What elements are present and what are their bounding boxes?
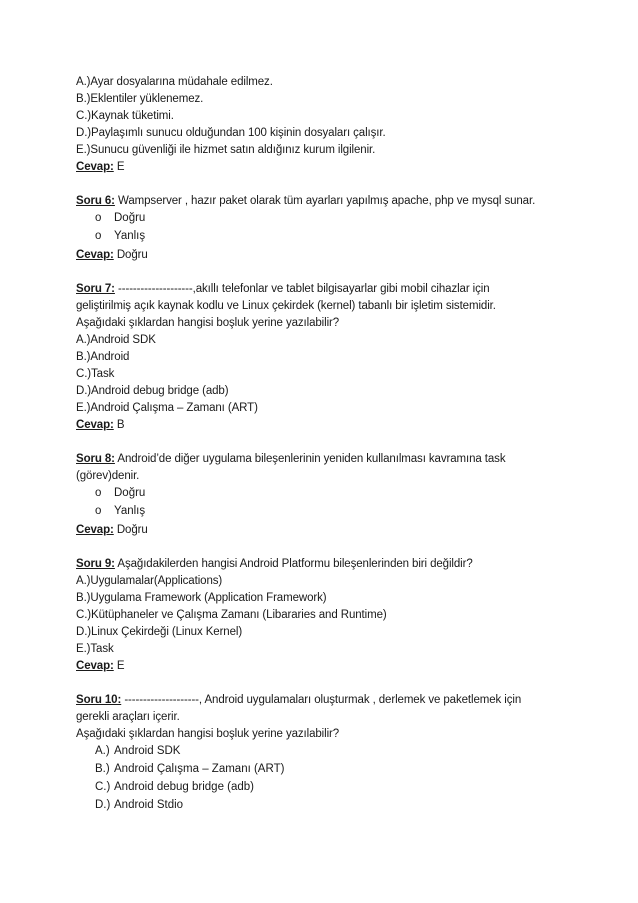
question-text: Aşağıdakilerden hangisi Android Platformu bileşenlerinden biri değildir? <box>114 558 473 570</box>
question-label: Soru 8: <box>76 453 115 465</box>
q7-option-d: D.)Android debug bridge (adb) <box>76 385 229 397</box>
q8-question-line2: (görev)denir. <box>76 470 140 482</box>
answer-value: E <box>113 660 125 672</box>
q10-option-a: Android SDK <box>114 745 181 757</box>
q10-option-b: Android Çalışma – Zamanı (ART) <box>114 763 285 775</box>
q5-option-c: C.)Kaynak tüketimi. <box>76 110 174 122</box>
q7-question <box>76 281 490 297</box>
q7-question-line2: geliştirilmiş açık kaynak kodlu ve Linux çekirdek (kernel) tabanlı bir işletim sistemidir. <box>76 300 496 312</box>
q9-option-b: B.)Uygulama Framework (Application Framework) <box>76 592 327 604</box>
q7-option-e: E.)Android Çalışma – Zamanı (ART) <box>76 402 258 414</box>
q7-option-a: A.)Android SDK <box>76 334 156 346</box>
question-text: --------------------, Android uygulamaları oluşturmak , derlemek ve paketlemek için <box>121 694 522 706</box>
question-text: Wampserver , hazır paket olarak tüm ayarları yapılmış apache, php ve mysql sunar. <box>114 195 536 207</box>
q10-option-letter-d: D.) <box>95 799 111 811</box>
answer-value: Doğru <box>113 524 148 536</box>
q7-option-b: B.)Android <box>76 351 130 363</box>
q10-question <box>76 692 521 708</box>
answer-label: Cevap: <box>76 161 114 173</box>
q8-answer <box>76 522 148 538</box>
q10-question-line2: gerekli araçları içerir. <box>76 711 180 723</box>
q5-option-e: E.)Sunucu güvenliği ile hizmet satın aldığınız kurum ilgilenir. <box>76 144 376 156</box>
q6-answer <box>76 247 148 263</box>
answer-label: Cevap: <box>76 524 114 536</box>
q9-option-d: D.)Linux Çekirdeği (Linux Kernel) <box>76 626 243 638</box>
q10-option-letter-a: A.) <box>95 745 110 757</box>
question-label: Soru 7: <box>76 283 115 295</box>
q5-option-a: A.)Ayar dosyalarına müdahale edilmez. <box>76 76 273 88</box>
q6-question <box>76 193 535 209</box>
question-label: Soru 6: <box>76 195 115 207</box>
q7-instruction: Aşağıdaki şıklardan hangisi boşluk yerine yazılabilir? <box>76 317 340 329</box>
q8-question <box>76 451 505 467</box>
answer-value: B <box>113 419 125 431</box>
q9-answer <box>76 658 124 674</box>
q8-option-false: Yanlış <box>114 505 146 517</box>
q6-option-true: Doğru <box>114 212 146 224</box>
q7-option-c: C.)Task <box>76 368 115 380</box>
question-text: --------------------,akıllı telefonlar ve tablet bilgisayarlar gibi mobil cihazlar için <box>114 283 490 295</box>
q8-option-true: Doğru <box>114 487 146 499</box>
q7-answer <box>76 417 124 433</box>
question-label: Soru 10: <box>76 694 122 706</box>
bullet-icon: o <box>95 487 102 499</box>
q10-option-letter-b: B.) <box>95 763 110 775</box>
q9-option-c: C.)Kütüphaneler ve Çalışma Zamanı (Libararies and Runtime) <box>76 609 387 621</box>
q10-option-d: Android Stdio <box>114 799 184 811</box>
q5-answer <box>76 159 124 175</box>
answer-value: Doğru <box>113 249 148 261</box>
answer-value: E <box>113 161 125 173</box>
q5-option-d: D.)Paylaşımlı sunucu olduğundan 100 kişinin dosyaları çalışır. <box>76 127 386 139</box>
q9-option-e: E.)Task <box>76 643 114 655</box>
q6-option-false: Yanlış <box>114 230 146 242</box>
q9-option-a: A.)Uygulamalar(Applications) <box>76 575 223 587</box>
answer-label: Cevap: <box>76 660 114 672</box>
q9-question <box>76 556 473 572</box>
q10-instruction: Aşağıdaki şıklardan hangisi boşluk yerine yazılabilir? <box>76 728 340 740</box>
q5-option-b: B.)Eklentiler yüklenemez. <box>76 93 204 105</box>
bullet-icon: o <box>95 212 102 224</box>
q10-option-c: Android debug bridge (adb) <box>114 781 255 793</box>
bullet-icon: o <box>95 505 102 517</box>
question-label: Soru 9: <box>76 558 115 570</box>
question-text: Android’de diğer uygulama bileşenlerinin yeniden kullanılması kavramına task <box>114 453 506 465</box>
answer-label: Cevap: <box>76 419 114 431</box>
q10-option-letter-c: C.) <box>95 781 111 793</box>
bullet-icon: o <box>95 230 102 242</box>
answer-label: Cevap: <box>76 249 114 261</box>
